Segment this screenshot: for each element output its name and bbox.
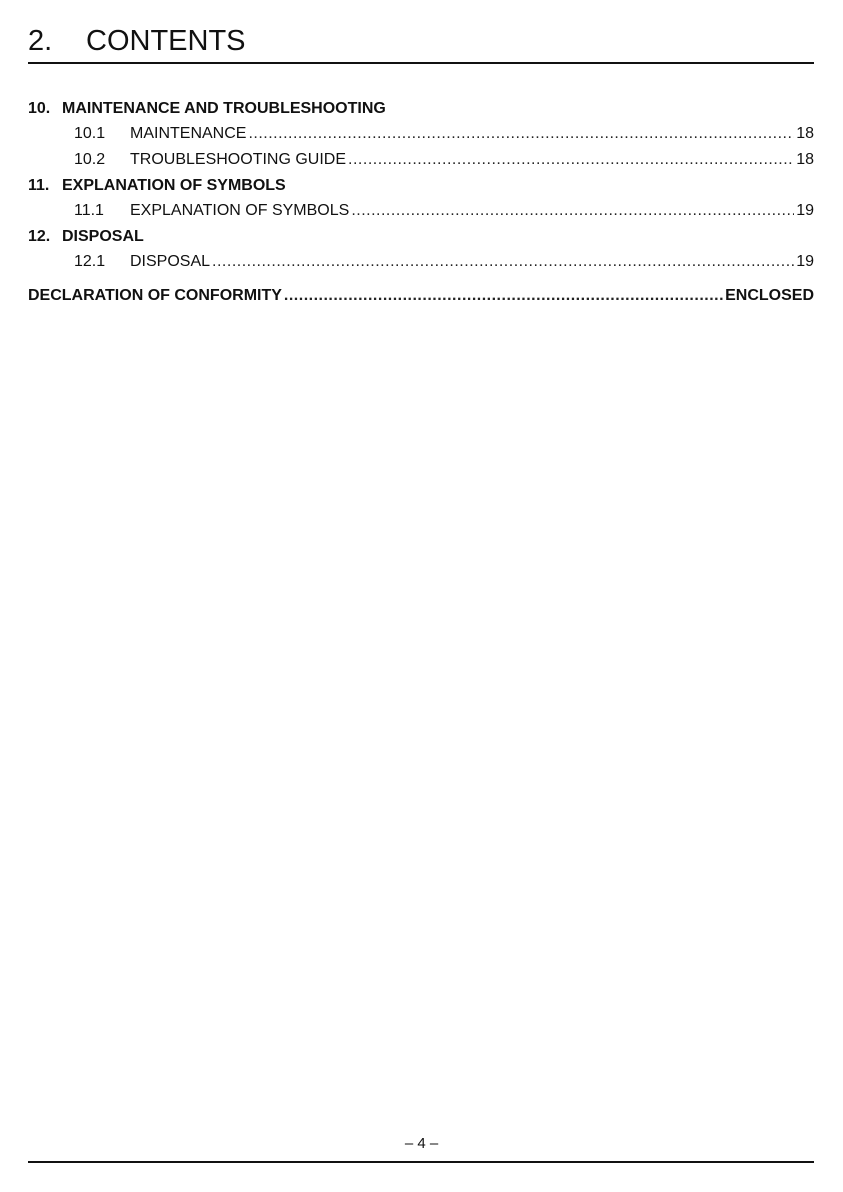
dot-leader — [248, 121, 794, 147]
toc-entry-title: MAINTENANCE — [130, 125, 247, 142]
toc-entry-page: 19 — [796, 253, 814, 270]
toc-entry-title: EXPLANATION OF SYMBOLS — [130, 202, 350, 219]
toc-entry-page: 18 — [796, 151, 814, 168]
bottom-divider — [28, 1161, 814, 1163]
dot-leader — [212, 249, 794, 275]
toc-section-number: 12. — [28, 228, 51, 245]
toc-entry-number: 11.1 — [74, 202, 104, 219]
toc-section-number: 10. — [28, 100, 51, 117]
toc-entry-page: 19 — [796, 202, 814, 219]
dot-leader — [284, 283, 723, 309]
toc-section-number: 11. — [28, 177, 50, 194]
toc-entry-10-1[interactable] — [28, 121, 814, 147]
top-divider — [28, 62, 814, 64]
dot-leader — [348, 147, 794, 173]
page-number: – 4 – — [404, 1135, 439, 1152]
toc-entry-number: 10.2 — [74, 151, 106, 168]
toc-section-10[interactable] — [28, 96, 814, 121]
dot-leader — [351, 198, 794, 224]
toc-section-title: MAINTENANCE AND TROUBLESHOOTING — [62, 100, 386, 117]
toc-section-title: DISPOSAL — [62, 228, 144, 245]
declaration-page: ENCLOSED — [725, 287, 814, 304]
toc-section-title: EXPLANATION OF SYMBOLS — [62, 177, 286, 194]
heading-title: CONTENTS — [86, 25, 246, 57]
declaration-title: DECLARATION OF CONFORMITY — [28, 287, 282, 304]
toc-entry-page: 18 — [796, 125, 814, 142]
toc-entry-12-1[interactable] — [28, 249, 814, 275]
table-of-contents — [28, 96, 814, 309]
page-heading — [28, 24, 246, 58]
toc-entry-10-2[interactable] — [28, 147, 814, 173]
toc-entry-title: TROUBLESHOOTING GUIDE — [130, 151, 347, 168]
heading-number: 2. — [28, 25, 53, 57]
toc-entry-title: DISPOSAL — [130, 253, 211, 270]
toc-declaration[interactable] — [28, 283, 814, 309]
toc-entry-number: 10.1 — [74, 125, 106, 142]
toc-entry-number: 12.1 — [74, 253, 106, 270]
toc-entry-11-1[interactable] — [28, 198, 814, 224]
toc-section-11[interactable] — [28, 173, 814, 198]
toc-section-12[interactable] — [28, 224, 814, 249]
